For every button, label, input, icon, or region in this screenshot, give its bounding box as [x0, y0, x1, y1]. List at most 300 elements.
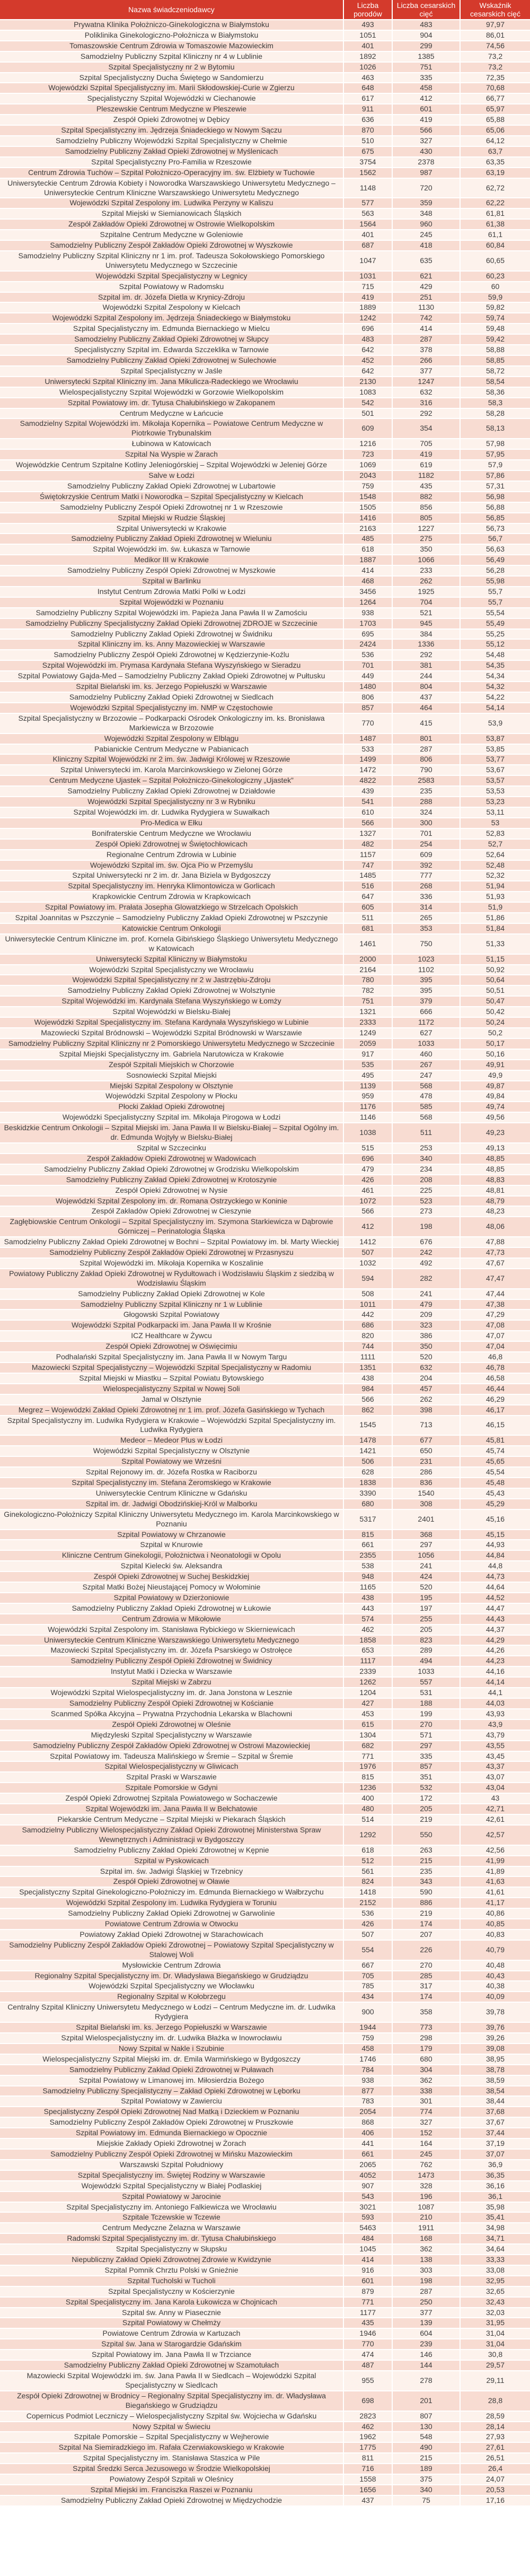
csection-rate-cell: 45,15: [460, 1530, 530, 1540]
table-row: [0, 985, 530, 996]
csection-count-cell: 265: [392, 913, 460, 923]
table-row: [0, 713, 530, 733]
csection-rate-cell: 40,43: [460, 1971, 530, 1981]
csection-count-cell: 301: [392, 2096, 460, 2107]
csection-count-cell: 568: [392, 1081, 460, 1091]
provider-name-cell: Samodzielny Publiczny Szpital Kliniczny nr 1 im. prof. Tadeusza Sokołowskiego Pomorskiego Uniwersytetu Medycznego w Szczecinie: [0, 251, 343, 271]
table-row: [0, 2411, 530, 2422]
csection-count-cell: 205: [392, 1804, 460, 1814]
provider-name-cell: Samodzielny Publiczny Zespół Opieki Zdrowotnej w Kędzierzynie-Koźlu: [0, 650, 343, 660]
table-row: [0, 733, 530, 744]
csection-count-cell: 490: [392, 2442, 460, 2453]
csection-rate-cell: 51,15: [460, 954, 530, 965]
csection-count-cell: 146: [392, 2350, 460, 2360]
table-row: [0, 850, 530, 860]
csection-rate-cell: 97,97: [460, 20, 530, 30]
births-count-cell: 1083: [343, 387, 392, 398]
table-row: [0, 1814, 530, 1825]
csection-count-cell: 2378: [392, 157, 460, 168]
table-row: [0, 30, 530, 41]
provider-name-cell: Szpital Bielański im. ks. Jerzego Popiełuszki w Warszawie: [0, 682, 343, 692]
births-count-cell: 2152: [343, 1898, 392, 1908]
csection-count-cell: 532: [392, 1783, 460, 1793]
csection-rate-cell: 63,19: [460, 168, 530, 178]
csection-count-cell: 627: [392, 1028, 460, 1038]
provider-name-cell: Szpital Specjalistyczny im. Jana Karola Łukowicza w Chojnicach: [0, 2297, 343, 2308]
csection-rate-cell: 38,95: [460, 2054, 530, 2065]
table-row: [0, 2002, 530, 2022]
csection-rate-cell: 49,87: [460, 1081, 530, 1091]
csection-rate-cell: 37,19: [460, 2138, 530, 2149]
csection-rate-cell: 39,76: [460, 2022, 530, 2033]
provider-name-cell: Samodzielny Publiczny Zakład Opieki Zdrowotnej w Działdowie: [0, 786, 343, 797]
table-row: [0, 1783, 530, 1793]
table-row: [0, 1866, 530, 1877]
births-count-cell: 1545: [343, 1416, 392, 1436]
provider-name-cell: Zespół Opieki Zdrowotnej Szpitala Powiatowego w Sochaczewie: [0, 1793, 343, 1804]
csection-count-cell: 377: [392, 2308, 460, 2318]
csection-count-cell: 1336: [392, 639, 460, 650]
table-row: [0, 2075, 530, 2086]
table-row: [0, 660, 530, 671]
csection-rate-cell: 86,01: [460, 30, 530, 41]
table-row: [0, 1299, 530, 1310]
births-count-cell: 661: [343, 1540, 392, 1550]
csection-rate-cell: 54,48: [460, 650, 530, 660]
csection-rate-cell: 53,23: [460, 797, 530, 807]
provider-name-cell: Szpital Powiatowy w Limanowej im. Miłosierdzia Bożego: [0, 2075, 343, 2086]
table-row: [0, 1772, 530, 1783]
provider-name-cell: Szpital Kielecki św. Aleksandra: [0, 1561, 343, 1571]
csection-count-cell: 268: [392, 881, 460, 892]
csection-count-cell: 1066: [392, 555, 460, 565]
provider-name-cell: Pabianickie Centrum Medyczne w Pabianicach: [0, 744, 343, 755]
provider-name-cell: Samodzielny Publiczny Zespół Opieki Zdrowotnej w Świdnicy: [0, 1656, 343, 1666]
provider-name-cell: Mazowiecki Szpital Wojewódzki im. św. Jana Pawła II w Siedlcach – Wojewódzki Szpital Specjalistyczny w Siedlcach: [0, 2371, 343, 2391]
births-count-cell: 770: [343, 2339, 392, 2350]
births-count-cell: 1117: [343, 1656, 392, 1666]
table-row: [0, 1614, 530, 1625]
births-count-cell: 1321: [343, 1007, 392, 1017]
births-count-cell: 1111: [343, 1352, 392, 1363]
provider-name-cell: Uniwersyteckie Centrum Zdrowia Kobiety i Noworodka Warszawskiego Uniwersytetu Medycznego – Uniwersyteckie Centrum Kliniczne Warszawskiego Uniwersytetu Medycznego: [0, 178, 343, 198]
births-count-cell: 1176: [343, 1102, 392, 1112]
table-row: [0, 1719, 530, 1730]
csection-count-cell: 523: [392, 1196, 460, 1207]
births-count-cell: 806: [343, 692, 392, 703]
csection-rate-cell: 56,73: [460, 523, 530, 534]
births-count-cell: 1011: [343, 1299, 392, 1310]
csection-count-cell: 566: [392, 125, 460, 136]
provider-name-cell: Wojewódzki Szpital Specjalistyczny im. Marii Skłodowskiej-Curie w Zgierzu: [0, 83, 343, 93]
csection-count-cell: 1247: [392, 377, 460, 387]
csection-count-cell: 701: [392, 828, 460, 839]
births-count-cell: 615: [343, 1719, 392, 1730]
births-count-cell: 1146: [343, 1112, 392, 1123]
provider-name-cell: Podhalański Szpital Specjalistyczny im. Jana Pawła II w Nowym Targu: [0, 1352, 343, 1363]
births-count-cell: 1892: [343, 51, 392, 62]
provider-name-cell: Szpital Specjalistyczny w Kościerzynie: [0, 2286, 343, 2297]
provider-name-cell: Zespół Opieki Zdrowotnej w Brodnicy – Regionalny Szpital Specjalistyczny im. dr. Władysława Biegańskiego w Grudziądzu: [0, 2391, 343, 2411]
csection-count-cell: 303: [392, 2265, 460, 2276]
table-row: [0, 565, 530, 576]
table-row: [0, 2339, 530, 2350]
births-count-cell: 593: [343, 2212, 392, 2223]
table-row: [0, 1341, 530, 1352]
csection-rate-cell: 33,33: [460, 2255, 530, 2265]
table-row: [0, 1550, 530, 1561]
table-row: [0, 1384, 530, 1394]
births-count-cell: 1032: [343, 1258, 392, 1269]
provider-name-cell: Płocki Zakład Opieki Zdrowotnej: [0, 1102, 343, 1112]
provider-name-cell: Samodzielny Publiczny Zakład Opieki Zdrowotnej w Sulechowie: [0, 355, 343, 366]
births-count-cell: 487: [343, 2360, 392, 2371]
table-row: [0, 1237, 530, 1247]
csection-count-cell: 340: [392, 1154, 460, 1164]
csection-rate-cell: 45,48: [460, 1478, 530, 1488]
csection-rate-cell: 49,74: [460, 1102, 530, 1112]
births-count-cell: 2339: [343, 1666, 392, 1677]
csection-rate-cell: 42,57: [460, 1825, 530, 1845]
csection-rate-cell: 46,29: [460, 1394, 530, 1405]
births-count-cell: 1548: [343, 492, 392, 502]
table-row: [0, 1331, 530, 1341]
table-row: [0, 1112, 530, 1123]
births-count-cell: 2000: [343, 954, 392, 965]
csection-rate-cell: 56,88: [460, 502, 530, 513]
births-count-cell: 938: [343, 608, 392, 618]
csection-count-cell: 288: [392, 797, 460, 807]
table-row: [0, 1645, 530, 1656]
csection-count-cell: 234: [392, 1164, 460, 1175]
provider-name-cell: Uniwersyteckie Centrum Kliniczne w Gdańsku: [0, 1488, 343, 1499]
provider-name-cell: Samodzielny Publiczny Zespół Zakładów Opieki Zdrowotnej – Powiatowy Szpital Specjalistyczny w Stalowej Woli: [0, 1940, 343, 1960]
provider-name-cell: Regionalny Szpital Specjalistyczny im. Dr. Władysława Biegańskiego w Grudziądzu: [0, 1971, 343, 1981]
csection-count-cell: 457: [392, 1384, 460, 1394]
births-count-cell: 2054: [343, 2107, 392, 2117]
table-row: [0, 481, 530, 492]
provider-name-cell: Mysłowickie Centrum Zdrowia: [0, 1960, 343, 1971]
provider-name-cell: Szpital im. dr. Józefa Dietla w Krynicy-Zdroju: [0, 292, 343, 303]
csection-count-cell: 2401: [392, 1509, 460, 1530]
csection-count-cell: 231: [392, 1456, 460, 1467]
csection-rate-cell: 39,26: [460, 2033, 530, 2044]
births-count-cell: 785: [343, 1981, 392, 1992]
births-count-cell: 1139: [343, 1081, 392, 1091]
provider-name-cell: Salve w Łodzi: [0, 470, 343, 481]
births-count-cell: 577: [343, 198, 392, 208]
births-count-cell: 715: [343, 282, 392, 292]
header-row: [0, 0, 530, 20]
table-row: [0, 1091, 530, 1102]
provider-name-cell: Zespół Opieki Zdrowotnej w Oławie: [0, 1876, 343, 1887]
csection-count-cell: 286: [392, 1467, 460, 1478]
csection-rate-cell: 39,08: [460, 2044, 530, 2054]
births-count-cell: 2164: [343, 965, 392, 975]
births-count-cell: 759: [343, 481, 392, 492]
csection-rate-cell: 47,08: [460, 1320, 530, 1331]
provider-name-cell: Szpital Powiatowy w Zawierciu: [0, 2096, 343, 2107]
csection-rate-cell: 60,84: [460, 240, 530, 251]
csection-rate-cell: 47,67: [460, 1258, 530, 1269]
table-row: [0, 1175, 530, 1185]
table-row: [0, 608, 530, 618]
provider-name-cell: Szpital Wojewódzki im. Jana Pawła II w Bełchatowie: [0, 1804, 343, 1814]
provider-name-cell: Uniwersytecki Szpital Kliniczny w Białymstoku: [0, 954, 343, 965]
births-count-cell: 1421: [343, 1446, 392, 1456]
csection-count-cell: 335: [392, 1751, 460, 1762]
csection-count-cell: 1172: [392, 1017, 460, 1028]
csection-rate-cell: 40,09: [460, 1992, 530, 2002]
table-row: [0, 302, 530, 313]
csection-count-cell: 604: [392, 2328, 460, 2339]
csection-count-cell: 1033: [392, 1038, 460, 1049]
csection-rate-cell: 44,64: [460, 1582, 530, 1593]
csection-rate-cell: 61,1: [460, 230, 530, 240]
table-row: [0, 1102, 530, 1112]
table-row: [0, 1363, 530, 1373]
provider-name-cell: Szpital Matki Bożej Nieustającej Pomocy w Wołominie: [0, 1582, 343, 1593]
table-row: [0, 1666, 530, 1677]
csection-count-cell: 241: [392, 1289, 460, 1299]
provider-name-cell: Szpital Wielospecjalistyczny w Gliwicach: [0, 1761, 343, 1772]
births-count-cell: 605: [343, 902, 392, 913]
csection-rate-cell: 58,85: [460, 355, 530, 366]
csection-count-cell: 395: [392, 985, 460, 996]
births-count-cell: 2355: [343, 1550, 392, 1561]
table-row: [0, 902, 530, 913]
table-row: [0, 2265, 530, 2276]
table-row: [0, 1908, 530, 1919]
table-row: [0, 2350, 530, 2360]
csection-count-cell: 479: [392, 1299, 460, 1310]
csection-count-cell: 174: [392, 1919, 460, 1929]
births-count-cell: 554: [343, 1940, 392, 1960]
csection-rate-cell: 58,13: [460, 418, 530, 439]
csection-rate-cell: 44,8: [460, 1561, 530, 1571]
csection-count-cell: 327: [392, 2117, 460, 2128]
provider-name-cell: Wojewódzki Szpital Zespolony w Płocku: [0, 1091, 343, 1102]
csection-rate-cell: 43,04: [460, 1783, 530, 1793]
csection-count-cell: 239: [392, 2339, 460, 2350]
csection-rate-cell: 56,85: [460, 513, 530, 523]
births-count-cell: 452: [343, 355, 392, 366]
provider-name-cell: Samodzielny Publiczny Zakład Opieki Zdrowotnej w Krotoszynie: [0, 1175, 343, 1185]
table-row: [0, 1656, 530, 1666]
csection-rate-cell: 60,65: [460, 251, 530, 271]
csection-count-cell: 621: [392, 271, 460, 282]
provider-name-cell: Szpital Specjalistyczny nr 2 w Bytomiu: [0, 62, 343, 73]
provider-name-cell: Kliniczny Szpital Wojewódzki nr 2 im. św. Jadwigi Królowej w Rzeszowie: [0, 754, 343, 765]
csection-rate-cell: 52,64: [460, 850, 530, 860]
csection-count-cell: 245: [392, 230, 460, 240]
csection-rate-cell: 37,68: [460, 2107, 530, 2117]
births-count-cell: 907: [343, 2181, 392, 2191]
table-row: [0, 2160, 530, 2170]
table-row: [0, 775, 530, 786]
births-count-cell: 507: [343, 1929, 392, 1940]
table-row: [0, 2054, 530, 2065]
table-row: [0, 2022, 530, 2033]
csection-count-cell: 204: [392, 1373, 460, 1384]
table-row: [0, 1352, 530, 1363]
births-count-cell: 2130: [343, 377, 392, 387]
csection-rate-cell: 24,07: [460, 2474, 530, 2485]
provider-name-cell: Szpital Powiatowy im. Prałata Josepha Glowatzkiego w Strzelcach Opolskich: [0, 902, 343, 913]
csection-rate-cell: 55,25: [460, 629, 530, 640]
provider-name-cell: Szpital Specjalistyczny im. Świętej Rodziny w Warszawie: [0, 2170, 343, 2181]
csection-rate-cell: 59,82: [460, 302, 530, 313]
table-row: [0, 2464, 530, 2474]
births-count-cell: 468: [343, 576, 392, 587]
table-row: [0, 1530, 530, 1540]
provider-name-cell: Szpital Specjalistyczny w Brzozowie – Podkarpacki Ośrodek Onkologiczny im. ks. Bronisława Markiewicza w Brzozowie: [0, 713, 343, 733]
provider-name-cell: Krapkowickie Centrum Zdrowia w Krapkowicach: [0, 892, 343, 902]
csection-rate-cell: 66,77: [460, 93, 530, 104]
csection-count-cell: 704: [392, 597, 460, 608]
csection-count-cell: 201: [392, 2391, 460, 2411]
births-count-cell: 820: [343, 1331, 392, 1341]
provider-name-cell: Piekarskie Centrum Medyczne – Szpital Miejski w Piekarach Śląskich: [0, 1814, 343, 1825]
births-count-cell: 5317: [343, 1509, 392, 1530]
births-count-cell: 1499: [343, 754, 392, 765]
table-row: [0, 818, 530, 828]
csection-count-cell: 494: [392, 1656, 460, 1666]
csection-rate-cell: 64,12: [460, 136, 530, 146]
csection-rate-cell: 40,38: [460, 1981, 530, 1992]
table-row: [0, 1677, 530, 1688]
csection-rate-cell: 43,79: [460, 1730, 530, 1741]
births-count-cell: 815: [343, 1772, 392, 1783]
births-count-cell: 1703: [343, 618, 392, 629]
csection-count-cell: 805: [392, 513, 460, 523]
births-count-cell: 1242: [343, 313, 392, 324]
csection-rate-cell: 50,47: [460, 996, 530, 1007]
csection-count-cell: 308: [392, 1499, 460, 1509]
provider-name-cell: Głogowski Szpital Powiatowy: [0, 1309, 343, 1320]
table-row: [0, 492, 530, 502]
births-count-cell: 485: [343, 534, 392, 544]
births-count-cell: 601: [343, 2276, 392, 2286]
csection-rate-cell: 37,67: [460, 2117, 530, 2128]
table-row: [0, 703, 530, 713]
provider-name-cell: Samodzielny Publiczny Wojewódzki Szpital Specjalistyczny w Chełmie: [0, 136, 343, 146]
provider-name-cell: Wojewódzki Szpital Zespolony im. Jędrzeja Śniadeckiego w Białymstoku: [0, 313, 343, 324]
provider-name-cell: Szpital Specjalistyczny im. Edmunda Biernackiego w Mielcu: [0, 324, 343, 334]
csection-rate-cell: 58,3: [460, 398, 530, 408]
csection-count-cell: 226: [392, 1940, 460, 1960]
provider-name-cell: Zespół Zakładów Opieki Zdrowotnej w Cieszynie: [0, 1206, 343, 1217]
csection-count-cell: 343: [392, 1876, 460, 1887]
provider-name-cell: Wojewódzki Szpital Specjalistyczny im. Stefana Kardynała Wyszyńskiego w Lubinie: [0, 1017, 343, 1028]
provider-name-cell: Uniwersyteckie Centrum Kliniczne im. prof. Kornela Gibińskiego Śląskiego Uniwersytetu Medycznego w Katowicach: [0, 934, 343, 954]
provider-name-cell: Wojewódzki Szpital Specjalistyczny w Białej Podlaskiej: [0, 2181, 343, 2191]
provider-name-cell: Szpital Miejski im. Franciszka Raszei w Poznaniu: [0, 2485, 343, 2495]
csection-count-cell: 254: [392, 839, 460, 850]
provider-name-cell: Samodzielny Publiczny Zakład Opieki Zdrowotnej w Siedlcach: [0, 692, 343, 703]
csection-rate-cell: 41,89: [460, 1866, 530, 1877]
csection-rate-cell: 47,47: [460, 1269, 530, 1289]
births-count-cell: 783: [343, 2096, 392, 2107]
births-count-cell: 824: [343, 1876, 392, 1887]
births-count-cell: 511: [343, 913, 392, 923]
provider-name-cell: Szpitale Pomorskie w Gdyni: [0, 1783, 343, 1793]
csection-rate-cell: 46,44: [460, 1384, 530, 1394]
csection-count-cell: 375: [392, 2474, 460, 2485]
births-count-cell: 434: [343, 1992, 392, 2002]
csection-rate-cell: 38,44: [460, 2096, 530, 2107]
table-row: [0, 765, 530, 775]
provider-name-cell: Wojewódzki Szpital im. św. Ojca Pio w Przemyślu: [0, 860, 343, 871]
table-row: [0, 1540, 530, 1550]
births-count-cell: 744: [343, 1341, 392, 1352]
births-count-cell: 1775: [343, 2442, 392, 2453]
csection-count-cell: 1925: [392, 587, 460, 597]
csection-rate-cell: 55,49: [460, 618, 530, 629]
provider-name-cell: Beskidzkie Centrum Onkologii – Szpital Miejski im. Jana Pawła II w Bielsku-Białej – Szpital Ogólny im. dr. Edmunda Wojtyły w Bielsku-Białej: [0, 1123, 343, 1143]
csection-rate-cell: 17,16: [460, 2495, 530, 2505]
table-row: [0, 671, 530, 682]
csection-count-cell: 287: [392, 744, 460, 755]
provider-name-cell: Szpital Średzki Serca Jezusowego w Środzie Wielkopolskiej: [0, 2464, 343, 2474]
births-count-cell: 542: [343, 398, 392, 408]
csection-count-cell: 267: [392, 1060, 460, 1070]
csection-count-cell: 520: [392, 1582, 460, 1593]
provider-name-cell: Powiatowy Publiczny Zakład Opieki Zdrowotnej w Rydułtowach i Wodzisławiu Śląskim z siedzibą w Wodzisławiu Śląskim: [0, 1269, 343, 1289]
csection-rate-cell: 43,45: [460, 1751, 530, 1762]
births-count-cell: 507: [343, 1247, 392, 1258]
births-count-cell: 483: [343, 334, 392, 345]
table-row: [0, 2212, 530, 2223]
births-count-cell: 955: [343, 2371, 392, 2391]
provider-name-cell: Zespół Szpitali Miejskich w Chorzowie: [0, 1060, 343, 1070]
births-count-cell: 1216: [343, 439, 392, 449]
provider-name-cell: Samodzielny Publiczny Zespół Opieki Zdrowotnej nr 1 w Rzeszowie: [0, 502, 343, 513]
births-count-cell: 1838: [343, 1478, 392, 1488]
csection-count-cell: 300: [392, 818, 460, 828]
births-count-cell: 1264: [343, 597, 392, 608]
csection-count-cell: 304: [392, 2065, 460, 2075]
csection-count-cell: 511: [392, 1123, 460, 1143]
provider-name-cell: Mazowiecki Szpital Specjalistyczny – Wojewódzki Szpital Specjalistyczny w Radomiu: [0, 1363, 343, 1373]
table-row: [0, 860, 530, 871]
births-count-cell: 1292: [343, 1825, 392, 1845]
births-count-cell: 412: [343, 1217, 392, 1237]
csection-rate-cell: 48,79: [460, 1196, 530, 1207]
csection-rate-cell: 47,88: [460, 1237, 530, 1247]
csection-rate-cell: 28,8: [460, 2391, 530, 2411]
csection-rate-cell: 34,71: [460, 2233, 530, 2244]
csection-rate-cell: 57,31: [460, 481, 530, 492]
csection-count-cell: 568: [392, 1112, 460, 1123]
csection-rate-cell: 56,7: [460, 534, 530, 544]
csection-count-cell: 266: [392, 355, 460, 366]
births-count-cell: 495: [343, 1070, 392, 1081]
csection-rate-cell: 36,9: [460, 2160, 530, 2170]
csection-count-cell: 324: [392, 807, 460, 818]
births-count-cell: 438: [343, 1593, 392, 1603]
csection-count-cell: 350: [392, 1341, 460, 1352]
table-row: [0, 1509, 530, 1530]
csection-count-cell: 139: [392, 2318, 460, 2328]
csection-count-cell: 278: [392, 2371, 460, 2391]
provider-name-cell: Samodzielny Publiczny Zespół Zakładów Opieki Zdrowotnej w Ostrowi Mazowieckiej: [0, 1741, 343, 1751]
csection-count-cell: 904: [392, 30, 460, 41]
provider-name-cell: Szpital im. św. Jadwigi Śląskiej w Trzebnicy: [0, 1866, 343, 1877]
csection-count-cell: 750: [392, 934, 460, 954]
provider-name-cell: Samodzielny Publiczny Zakład Opieki Zdrowotnej w Międzychodzie: [0, 2495, 343, 2505]
csection-rate-cell: 57,9: [460, 460, 530, 470]
